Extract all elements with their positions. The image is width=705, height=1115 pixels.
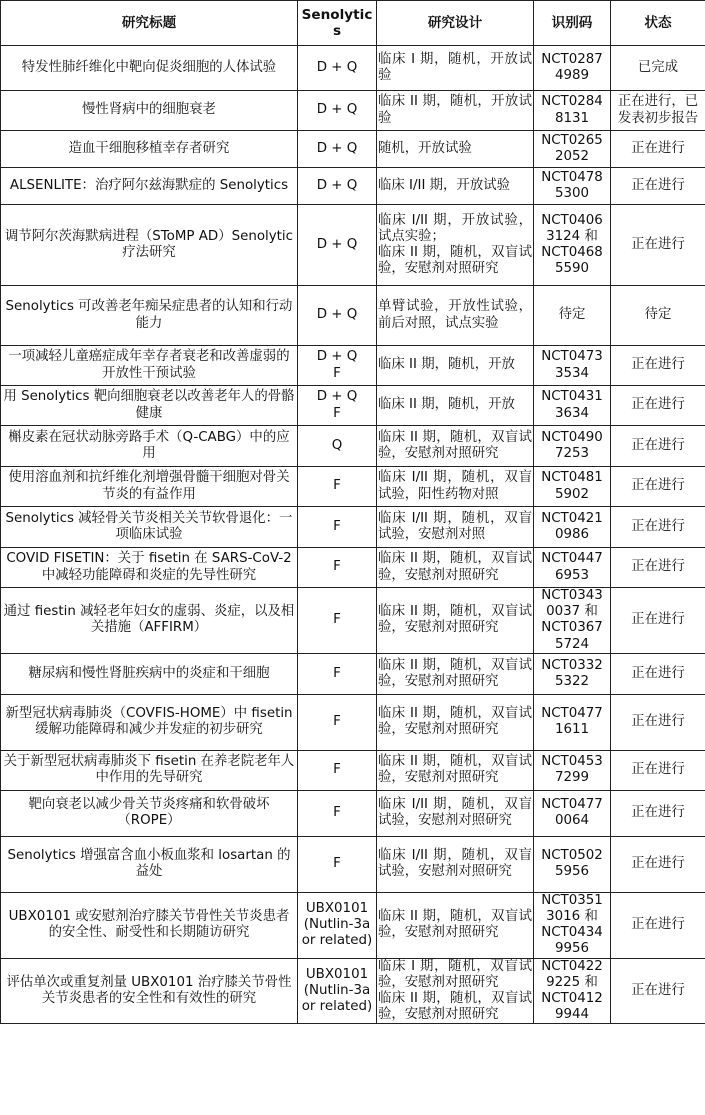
cell-id-text: NCT0421 0986 <box>541 510 603 542</box>
cell-title-text: 糖尿病和慢性肾脏疾病中的炎症和干细胞 <box>28 665 270 681</box>
cell-design <box>377 892 534 958</box>
cell-senolytics-text: D + Q F <box>316 389 358 421</box>
cell-title <box>1 386 298 426</box>
cell-status <box>611 548 705 588</box>
cell-id <box>534 131 611 168</box>
cell-status <box>611 588 705 654</box>
cell-design-text: 临床 I/II 期，随机，双盲试验，安慰剂对照研究 <box>378 848 532 880</box>
cell-title-text: Senolytics 增强富含血小板血浆和 losartan 的益处 <box>7 848 291 880</box>
cell-title <box>1 346 298 386</box>
cell-senolytics-text: D + Q <box>316 307 358 323</box>
cell-status-text: 正在进行 <box>631 917 685 933</box>
cell-senolytics-text: F <box>333 518 341 534</box>
cell-id-text: NCT0406 3124 和 NCT0468 5590 <box>541 212 603 277</box>
cell-senolytics <box>298 892 377 958</box>
cell-id-text: NCT0477 1611 <box>541 706 603 738</box>
cell-title-text: 特发性肺纤维化中靶向促炎细胞的人体试验 <box>21 59 277 75</box>
cell-status <box>611 507 705 548</box>
cell-design <box>377 790 534 836</box>
cell-senolytics <box>298 548 377 588</box>
cell-status <box>611 286 705 346</box>
cell-design-text: 临床 II 期，随机，双盲试验，安慰剂对照研究 <box>378 429 532 461</box>
cell-id <box>534 286 611 346</box>
cell-title-text: 新型冠状病毒肺炎（COVFIS-HOME）中 fisetin 缓解功能障碍和减少并发症的初步研究 <box>5 706 293 738</box>
cell-id <box>534 205 611 286</box>
cell-senolytics-text: F <box>333 559 341 575</box>
cell-senolytics <box>298 653 377 694</box>
cell-design-text: 临床 I 期，随机，双盲试验，安慰剂对照研究 临床 II 期，随机，双盲试验，安慰剂对照研究 <box>378 958 532 1023</box>
cell-senolytics <box>298 46 377 91</box>
cell-senolytics <box>298 205 377 286</box>
cell-senolytics <box>298 507 377 548</box>
table-row <box>1 168 705 205</box>
cell-design <box>377 46 534 91</box>
table-row <box>1 892 705 958</box>
cell-title <box>1 836 298 892</box>
cell-id-text: NCT0332 5322 <box>541 657 603 689</box>
cell-design-text: 单臂试验，开放性试验，前后对照，试点实验 <box>378 299 532 331</box>
table-row <box>1 131 705 168</box>
cell-design <box>377 91 534 131</box>
cell-id <box>534 790 611 836</box>
table-row <box>1 958 705 1024</box>
cell-status <box>611 131 705 168</box>
cell-senolytics-text: F <box>333 478 341 494</box>
cell-title <box>1 653 298 694</box>
cell-id <box>534 750 611 790</box>
cell-title-text: UBX0101 或安慰剂治疗膝关节骨性关节炎患者的安全性、耐受性和长期随访研究 <box>8 909 290 941</box>
cell-status-text: 正在进行 <box>631 856 685 872</box>
cell-senolytics <box>298 346 377 386</box>
cell-status <box>611 91 705 131</box>
header-row <box>1 1 705 46</box>
cell-id-text: NCT0431 3634 <box>541 389 603 421</box>
cell-id <box>534 168 611 205</box>
cell-status-text: 正在进行 <box>631 982 685 998</box>
cell-design <box>377 588 534 654</box>
cell-design-text: 临床 I/II 期，随机，双盲试验，阳性药物对照 <box>378 470 532 502</box>
cell-status-text: 正在进行 <box>631 762 685 778</box>
cell-senolytics <box>298 790 377 836</box>
cell-design <box>377 168 534 205</box>
cell-status-text: 正在进行 <box>631 177 685 193</box>
cell-id-text: NCT0477 0064 <box>541 797 603 829</box>
cell-title <box>1 588 298 654</box>
cell-design-text: 临床 II 期，随机，开放 <box>378 357 515 373</box>
table-row <box>1 750 705 790</box>
table-row <box>1 548 705 588</box>
table-row <box>1 790 705 836</box>
cell-title <box>1 790 298 836</box>
cell-id-text: NCT0473 3534 <box>541 349 603 381</box>
cell-id <box>534 588 611 654</box>
cell-title <box>1 168 298 205</box>
cell-title <box>1 507 298 548</box>
table-row <box>1 836 705 892</box>
cell-status-text: 正在进行 <box>631 397 685 413</box>
cell-id <box>534 548 611 588</box>
cell-senolytics <box>298 426 377 467</box>
cell-id <box>534 694 611 750</box>
cell-senolytics-text: F <box>333 762 341 778</box>
cell-title-text: 用 Senolytics 靶向细胞衰老以改善老年人的骨骼健康 <box>3 389 295 421</box>
cell-status-text: 正在进行 <box>631 478 685 494</box>
cell-title <box>1 958 298 1024</box>
cell-status-text: 正在进行 <box>631 236 685 252</box>
cell-design-text: 临床 II 期，随机，双盲试验，安慰剂对照研究 <box>378 551 532 583</box>
cell-title-text: 关于新型冠状病毒肺炎下 fisetin 在养老院老年人中作用的先导研究 <box>3 754 295 786</box>
cell-design <box>377 694 534 750</box>
cell-title-text: 一项减轻儿童癌症成年幸存者衰老和改善虚弱的开放性干预试验 <box>8 349 290 381</box>
cell-title-text: 通过 fiestin 减轻老年妇女的虚弱、炎症，以及相关措施（AFFIRM） <box>3 604 295 636</box>
cell-id <box>534 386 611 426</box>
cell-design <box>377 958 534 1024</box>
cell-design-text: 临床 II 期，随机，开放试验 <box>378 94 532 126</box>
cell-design <box>377 131 534 168</box>
cell-title <box>1 548 298 588</box>
cell-title <box>1 892 298 958</box>
cell-status-text: 正在进行 <box>631 140 685 156</box>
cell-title-text: Senolytics 可改善老年痴呆症患者的认知和行动能力 <box>5 299 293 331</box>
header-senolytics: Senolytics <box>298 1 377 46</box>
cell-senolytics <box>298 588 377 654</box>
cell-title <box>1 467 298 507</box>
cell-status-text: 正在进行 <box>631 665 685 681</box>
cell-title-text: 造血干细胞移植幸存者研究 <box>68 140 230 156</box>
cell-senolytics-text: F <box>333 714 341 730</box>
cell-senolytics-text: D + Q <box>316 140 358 156</box>
cell-senolytics <box>298 750 377 790</box>
table-row <box>1 507 705 548</box>
table-row <box>1 694 705 750</box>
cell-design-text: 临床 II 期，随机，双盲试验，安慰剂对照研究 <box>378 604 532 636</box>
cell-design <box>377 750 534 790</box>
cell-title-text: 调节阿尔茨海默病进程（SToMP AD）Senolytic 疗法研究 <box>4 228 294 260</box>
cell-title-text: 评估单次或重复剂量 UBX0101 治疗膝关节骨性关节炎患者的安全性和有效性的研究 <box>6 974 292 1007</box>
cell-id-text: NCT0284 8131 <box>541 94 603 126</box>
table-row <box>1 46 705 91</box>
cell-senolytics-text: UBX0101 (Nutlin-3a or related) <box>301 900 373 949</box>
header-id: 识别码 <box>534 1 611 46</box>
cell-id-text: NCT0343 0037 和 NCT0367 5724 <box>541 588 603 652</box>
cell-status <box>611 694 705 750</box>
cell-senolytics <box>298 386 377 426</box>
cell-senolytics-text: F <box>333 805 341 821</box>
cell-status <box>611 750 705 790</box>
table-row <box>1 286 705 346</box>
cell-senolytics-text: UBX0101 (Nutlin-3a or related) <box>301 966 373 1015</box>
cell-design-text: 临床 I/II 期，随机，双盲试验，安慰剂对照研究 <box>378 797 532 829</box>
cell-id <box>534 426 611 467</box>
cell-id-text: NCT0351 3016 和 NCT0434 9956 <box>541 892 603 957</box>
cell-senolytics-text: D + Q <box>316 59 358 75</box>
cell-senolytics-text: Q <box>331 437 343 453</box>
cell-title-text: 靶向衰老以减少骨关节炎疼痛和软骨破坏（ROPE） <box>28 797 270 829</box>
cell-status-text: 正在进行 <box>631 518 685 534</box>
table-row <box>1 426 705 467</box>
cell-senolytics-text: D + Q F <box>316 349 358 381</box>
cell-id-text: NCT0422 9225 和 NCT0412 9944 <box>541 958 603 1023</box>
cell-title <box>1 131 298 168</box>
cell-status <box>611 426 705 467</box>
cell-id-text: NCT0447 6953 <box>541 551 603 583</box>
cell-id-text: NCT0287 4989 <box>541 51 603 83</box>
cell-title-text: COVID FISETIN：关于 fisetin 在 SARS-CoV-2 中减轻功能障碍和炎症的先导性研究 <box>6 551 292 583</box>
cell-id <box>534 507 611 548</box>
cell-id <box>534 91 611 131</box>
cell-senolytics-text: F <box>333 856 341 872</box>
cell-status <box>611 958 705 1024</box>
cell-id <box>534 467 611 507</box>
cell-senolytics <box>298 467 377 507</box>
cell-design-text: 临床 II 期，随机，开放 <box>378 397 515 413</box>
cell-senolytics-text: D + Q <box>316 236 358 252</box>
cell-status-text: 正在进行，已发表初步报告 <box>617 94 699 126</box>
table-row <box>1 653 705 694</box>
table-row <box>1 467 705 507</box>
cell-title-text: ALSENLITE：治疗阿尔兹海默症的 Senolytics <box>9 177 289 193</box>
cell-id <box>534 653 611 694</box>
header-status: 状态 <box>611 1 705 46</box>
cell-design <box>377 346 534 386</box>
cell-design-text: 随机，开放试验 <box>378 140 472 156</box>
cell-senolytics-text: D + Q <box>316 177 358 193</box>
cell-id-text: 待定 <box>558 307 586 323</box>
cell-status-text: 已完成 <box>637 59 679 75</box>
cell-id-text: NCT0478 5300 <box>541 169 603 201</box>
table-row <box>1 205 705 286</box>
cell-design <box>377 426 534 467</box>
cell-id <box>534 958 611 1024</box>
cell-title-text: 槲皮素在冠状动脉旁路手术（Q-CABG）中的应用 <box>8 429 290 461</box>
cell-status <box>611 467 705 507</box>
cell-design-text: 临床 II 期，随机，双盲试验，安慰剂对照研究 <box>378 706 532 738</box>
cell-id-text: NCT0502 5956 <box>541 848 603 880</box>
cell-title <box>1 91 298 131</box>
cell-senolytics <box>298 91 377 131</box>
cell-id <box>534 46 611 91</box>
cell-senolytics <box>298 694 377 750</box>
cell-title <box>1 426 298 467</box>
cell-status <box>611 168 705 205</box>
cell-senolytics-text: D + Q <box>316 102 358 118</box>
cell-status-text: 待定 <box>644 307 672 323</box>
cell-design <box>377 205 534 286</box>
cell-status-text: 正在进行 <box>631 612 685 628</box>
cell-title <box>1 694 298 750</box>
cell-senolytics <box>298 131 377 168</box>
table-row <box>1 386 705 426</box>
cell-senolytics-text: F <box>333 612 341 628</box>
cell-status <box>611 653 705 694</box>
cell-id <box>534 836 611 892</box>
cell-title-text: 慢性肾病中的细胞衰老 <box>82 102 216 118</box>
cell-status-text: 正在进行 <box>631 357 685 373</box>
cell-status <box>611 346 705 386</box>
cell-senolytics <box>298 168 377 205</box>
cell-title <box>1 205 298 286</box>
cell-status <box>611 892 705 958</box>
table-body <box>1 46 705 1024</box>
cell-design <box>377 286 534 346</box>
cell-title-text: 使用溶血剂和抗纤维化剂增强骨髓干细胞对骨关节炎的有益作用 <box>8 470 290 502</box>
cell-status-text: 正在进行 <box>631 805 685 821</box>
cell-senolytics-text: F <box>333 665 341 681</box>
cell-id-text: NCT0481 5902 <box>541 470 603 502</box>
cell-status <box>611 790 705 836</box>
cell-status <box>611 836 705 892</box>
table-row <box>1 346 705 386</box>
cell-senolytics <box>298 836 377 892</box>
cell-status-text: 正在进行 <box>631 559 685 575</box>
cell-senolytics <box>298 286 377 346</box>
cell-senolytics <box>298 958 377 1024</box>
cell-status <box>611 46 705 91</box>
cell-design-text: 临床 II 期，随机，双盲试验，安慰剂对照研究 <box>378 657 532 689</box>
cell-design-text: 临床 I/II 期，开放试验，试点实验； 临床 II 期，随机，双盲试验，安慰剂对照研究 <box>378 212 532 277</box>
cell-title <box>1 286 298 346</box>
cell-title <box>1 46 298 91</box>
cell-status-text: 正在进行 <box>631 437 685 453</box>
cell-design <box>377 548 534 588</box>
header-design: 研究设计 <box>377 1 534 46</box>
cell-id-text: NCT0490 7253 <box>541 429 603 461</box>
cell-id <box>534 346 611 386</box>
cell-design <box>377 507 534 548</box>
table-row <box>1 588 705 654</box>
cell-design-text: 临床 II 期，随机，双盲试验，安慰剂对照研究 <box>378 909 532 941</box>
cell-status-text: 正在进行 <box>631 714 685 730</box>
cell-design-text: 临床 II 期，随机，双盲试验，安慰剂对照研究 <box>378 754 532 786</box>
cell-design <box>377 836 534 892</box>
cell-title-text: Senolytics 减轻骨关节炎相关关节软骨退化：一项临床试验 <box>5 510 293 542</box>
cell-id <box>534 892 611 958</box>
cell-id-text: NCT0453 7299 <box>541 754 603 786</box>
cell-design <box>377 386 534 426</box>
table-row <box>1 91 705 131</box>
cell-status <box>611 205 705 286</box>
cell-design-text: 临床 I/II 期，随机，双盲试验，安慰剂对照 <box>378 510 532 542</box>
cell-design-text: 临床 I 期，随机，开放试验 <box>378 51 532 83</box>
cell-status <box>611 386 705 426</box>
cell-id-text: NCT0265 2052 <box>541 132 603 164</box>
header-title: 研究标题 <box>1 1 298 46</box>
cell-design <box>377 467 534 507</box>
cell-design <box>377 653 534 694</box>
cell-title <box>1 750 298 790</box>
cell-design-text: 临床 I/II 期，开放试验 <box>378 177 510 193</box>
